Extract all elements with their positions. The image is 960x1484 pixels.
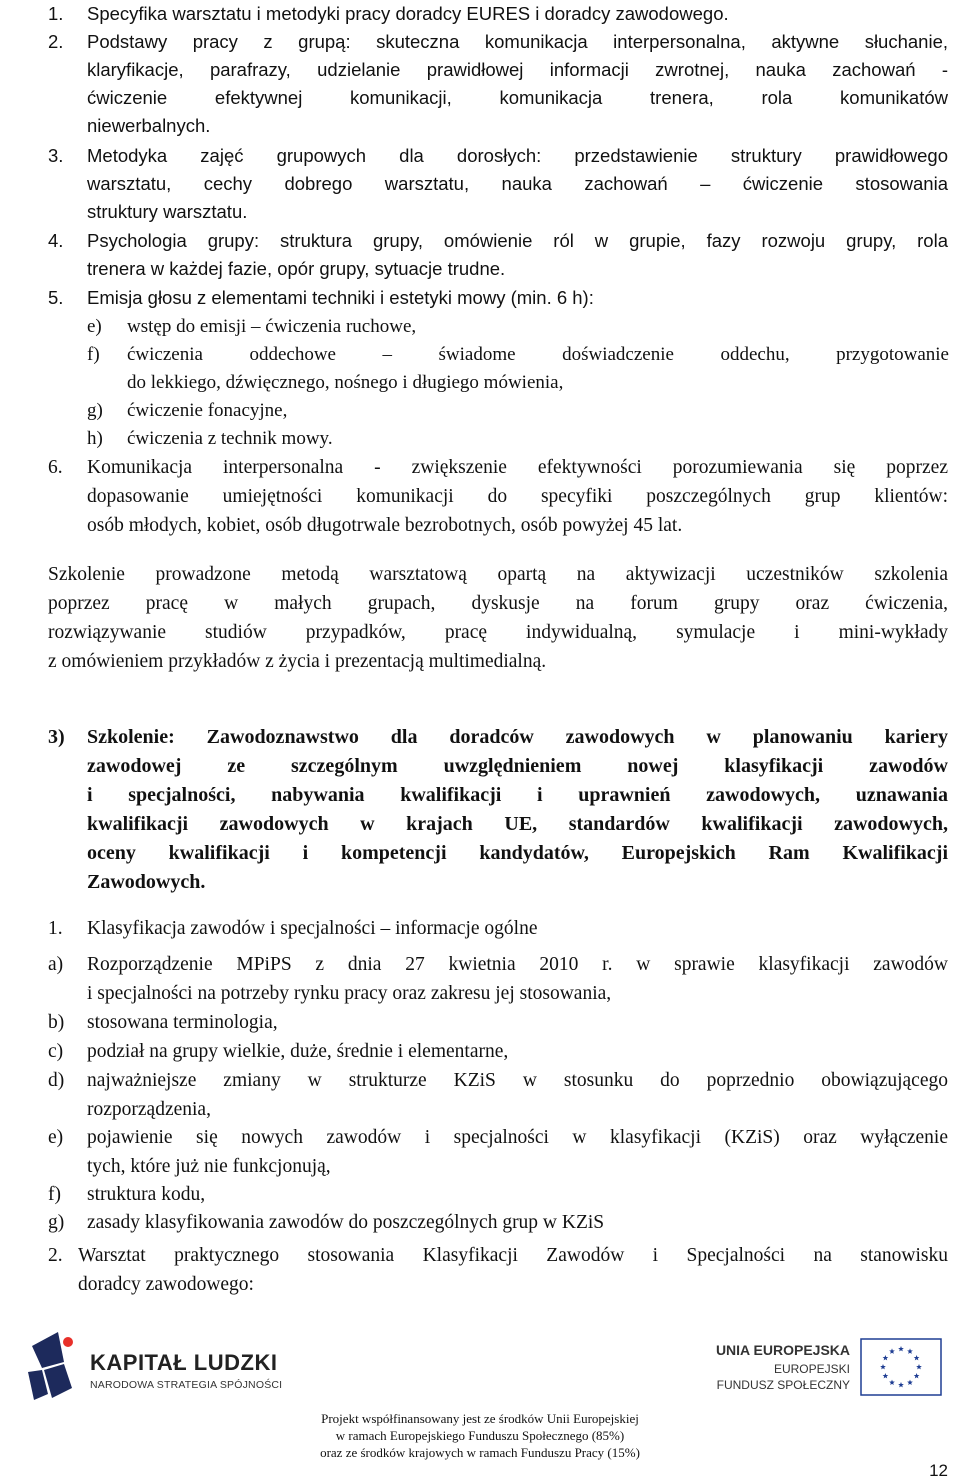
text-line: struktury warsztatu. [87,201,248,222]
text-line: tych, które już nie funkcjonują, [87,1156,331,1177]
text-line: i specjalności na potrzeby rynku pracy oraz zakresu jej stosowania, [87,983,612,1004]
text-line: warsztatu, cechy dobrego warsztatu, nauka zachowań – ćwiczenie stosowania [87,173,948,194]
sub-item-text [127,341,949,397]
list-number: 3. [48,145,64,166]
list-text: Emisja głosu z elementami techniki i estetyki mowy (min. 6 h): [87,287,594,308]
note-line: oraz ze środków krajowych w ramach Funduszu Pracy (15%) [320,1445,640,1460]
text-line: Psychologia grupy: struktura grupy, omówienie ról w grupie, fazy rozwoju grupy, rola [87,230,948,251]
eu-logo-line1: UNIA EUROPEJSKA [715,1342,850,1358]
list-letter: g) [48,1212,65,1233]
list-letter: a) [48,954,64,975]
kapital-ludzki-emblem-icon [24,1328,84,1408]
text-line: najważniejsze zmiany w strukturze KZiS w stosunku do poprzednio obowiązującego [87,1070,948,1091]
text-line: klaryfikacje, parafrazy, udzielanie prawidłowej informacji zwrotnej, nauka zachowań - [87,59,948,80]
sub-item-letter: e) [87,316,102,337]
eu-logo-line2: EUROPEJSKI [773,1362,850,1376]
list-text: Specyfika warsztatu i metodyki pracy doradcy EURES i doradcy zawodowego. [87,3,729,24]
text-line: Szkolenie: Zawodoznawstwo dla doradców zawodowych w planowaniu kariery [87,726,948,748]
list-text [87,227,948,283]
logo-title: KAPITAŁ LUDZKI [90,1350,278,1375]
text-line: poprzez pracę w małych grupach, dyskusje na forum grupy oraz ćwiczenia, [48,593,948,614]
text-line: rozwiązywanie studiów przypadków, pracę indywidualną, symulacje i mini-wykłady [48,622,948,643]
note-line: w ramach Europejskiego Funduszu Społecznego (85%) [335,1428,625,1443]
kapital-ludzki-logo [24,1328,314,1408]
section-number: 3) [48,726,65,748]
list-text [87,453,948,540]
list-text: struktura kodu, [87,1184,206,1205]
sub-item-text: wstęp do emisji – ćwiczenia ruchowe, [127,316,417,337]
text-line: Zawodowych. [87,871,206,893]
sub-item-text: ćwiczenie fonacyjne, [127,400,288,421]
text-line: trenera w każdej fazie, opór grupy, sytuacje trudne. [87,258,506,279]
cofinancing-note [0,1410,960,1461]
list-text [87,1066,948,1124]
list-text: zasady klasyfikowania zawodów do poszczególnych grup w KZiS [87,1212,605,1233]
list-number: 1. [48,918,63,939]
text-line: Podstawy pracy z grupą: skuteczna komunikacja interpersonalna, aktywne słuchanie, [87,31,948,52]
text-line: rozporządzenia, [87,1099,211,1120]
list-letter: e) [48,1127,64,1148]
sub-item-letter: f) [87,344,100,365]
text-line: pojawienie się nowych zawodów i specjalności w klasyfikacji (KZiS) oraz wyłączenie [87,1127,948,1148]
sub-item-letter: g) [87,400,103,421]
section-title [87,723,948,897]
list-text [87,950,948,1008]
list-text [87,28,948,140]
text-line: zawodowej ze szczególnym uwzględnieniem nowej klasyfikacji zawodów [87,755,948,777]
list-letter: b) [48,1012,65,1033]
list-number: 2. [48,1245,63,1266]
list-text: Klasyfikacja zawodów i specjalności – informacje ogólne [87,918,538,939]
list-number: 2. [48,31,64,52]
sub-item-letter: h) [87,428,103,449]
eu-flag-icon [860,1338,942,1398]
sub-item-text: ćwiczenia z technik mowy. [127,428,333,449]
list-number: 6. [48,457,63,478]
list-text: podział na grupy wielkie, duże, średnie i elementarne, [87,1041,509,1062]
list-text [78,1241,948,1299]
list-text: stosowana terminologia, [87,1012,278,1033]
list-number: 5. [48,287,64,308]
text-line: ćwiczenie efektywnej komunikacji, komunikacja trenera, rola komunikatów [87,87,948,108]
text-line: kwalifikacji zawodowych w krajach UE, standardów kwalifikacji zawodowych, [87,813,948,835]
text-line: Warsztat praktycznego stosowania Klasyfikacji Zawodów i Specjalności na stanowisku [78,1245,948,1266]
text-line: z omówieniem przykładów z życia i prezentacją multimedialną. [48,651,547,672]
body-paragraph [48,560,948,676]
eu-logo-line3: FUNDUSZ SPOŁECZNY [716,1378,850,1392]
list-letter: d) [48,1070,65,1091]
list-letter: f) [48,1184,61,1205]
text-line: i specjalności, nabywania kwalifikacji i uprawnień zawodowych, uznawania [87,784,948,806]
text-line: oceny kwalifikacji i kompetencji kandydatów, Europejskich Ram Kwalifikacji [87,842,948,864]
text-line: Szkolenie prowadzone metodą warsztatową opartą na aktywizacji uczestników szkolenia [48,564,948,585]
list-text [87,1123,948,1181]
list-text [87,142,948,226]
list-number: 1. [48,3,64,24]
note-line: Projekt współfinansowany jest ze środków Unii Europejskiej [321,1411,639,1426]
text-line: niewerbalnych. [87,115,211,136]
text-line: Komunikacja interpersonalna - zwiększenie efektywności porozumiewania się poprzez [87,457,948,478]
text-line: Metodyka zajęć grupowych dla dorosłych: przedstawienie struktury prawidłowego [87,145,948,166]
page-number: 12 [929,1461,948,1480]
text-line: dopasowanie umiejętności komunikacji do specyfiki poszczególnych grup klientów: [87,486,948,507]
list-number: 4. [48,230,64,251]
text-line: Rozporządzenie MPiPS z dnia 27 kwietnia 2010 r. w sprawie klasyfikacji zawodów [87,954,948,975]
text-line: osób młodych, kobiet, osób długotrwale bezrobotnych, osób powyżej 45 lat. [87,515,683,536]
text-line: doradcy zawodowego: [78,1274,254,1295]
logo-subtitle: NARODOWA STRATEGIA SPÓJNOŚCI [90,1379,283,1391]
eu-logo [715,1336,942,1406]
text-line: ćwiczenia oddechowe – świadome doświadczenie oddechu, przygotowanie [127,344,949,365]
list-letter: c) [48,1041,64,1062]
text-line: do lekkiego, dźwięcznego, nośnego i długiego mówienia, [127,372,564,393]
